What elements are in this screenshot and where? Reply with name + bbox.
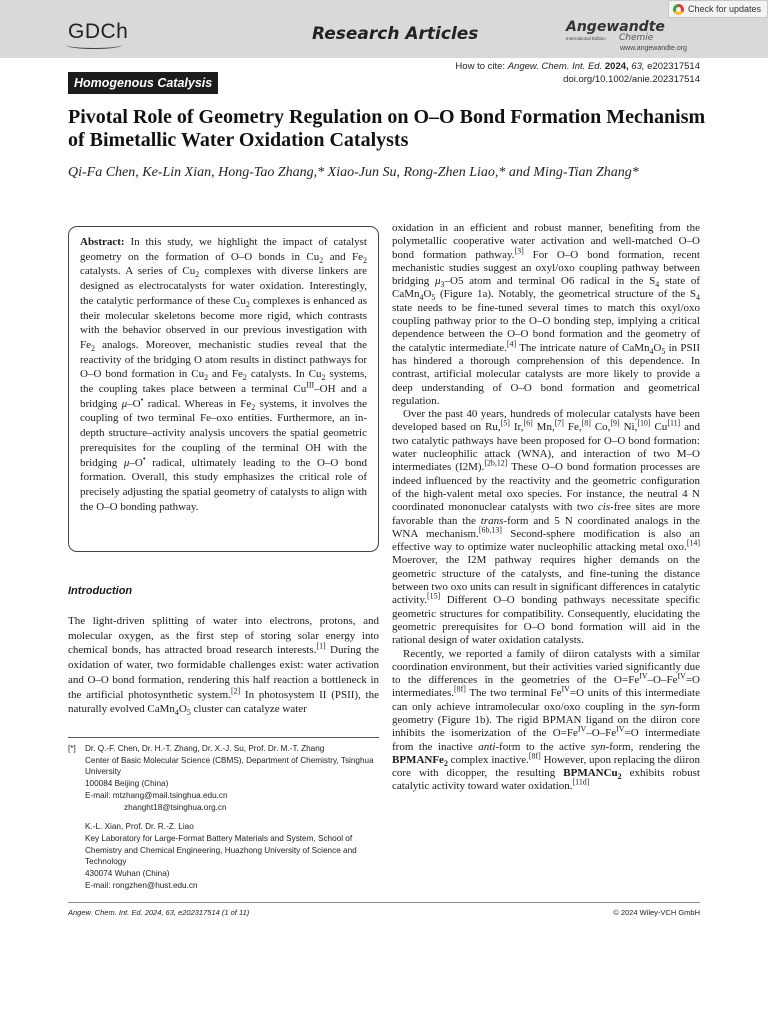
how-to-cite <box>455 60 700 73</box>
affiliation-institution: Key Laboratory for Large-Format Battery Materials and System, School of Chemistry and Chemical Engineering, Huazhong University of Science and Technology <box>85 833 357 867</box>
affiliation-city: 100084 Beijing (China) <box>85 779 169 789</box>
check-for-updates-button[interactable] <box>668 0 768 18</box>
category-badge: Homogenous Catalysis <box>68 72 218 94</box>
affiliation-2 <box>68 821 379 891</box>
affiliation-email[interactable]: E-mail: rongzhen@hust.edu.cn <box>85 880 198 890</box>
footnote-divider <box>68 737 379 738</box>
doi-link[interactable]: doi.org/10.1002/anie.202317514 <box>563 74 700 85</box>
abstract-box: Abstract: In this study, we highlight the impact of catalyst geometry on the formation of O–O bonds in $Cu_2$ and $Fe_2$ catalysts. A series of $Cu_2$ complexes with diverse linkers are designed as electrocatalysts for water oxidation. Interestingly, the catalytic performance of these $Cu_2$ complexes is enhanced as their molecular skeletons become more rigid, which contrasts with the behavior observed in our previous investigation with $Fe_2$ analogs. Moreover, mechanistic studies reveal that the reactivity of the bridging O atom results in distinct pathways for O–O bond formation in $Cu_2$ and $Fe_2$ catalysts. In $Cu_2$ systems, the coupling takes place between a terminal $Cu^{III}-OH$ and a bridging μ–O• radical. Whereas in $Fe_2$ systems, it involves the coupling of two terminal Fe–oxo entities. Furthermore, an in-depth structure–activity analysis uncovers the spatial geometric prerequisites for the coupling of the terminal OH with the bridging μ–O• radical, ultimately leading to the O–O bond formation. Overall, this study emphasizes the critical role of precisely adjusting the spatial geometry of catalysts to align with the O–O bonding pathway. <box>68 226 379 552</box>
section-title: Research Articles <box>312 24 479 44</box>
journal-url: www.angewandte.org <box>620 45 687 52</box>
gdch-logo-text: GDCh <box>68 20 129 43</box>
body-right-column <box>392 222 700 794</box>
affiliation-email[interactable]: E-mail: mtzhang@mail.tsinghua.edu.cn <box>85 790 228 800</box>
angewandte-logo <box>566 19 706 52</box>
cite-volume: 63, <box>631 61 645 72</box>
footer-copyright: © 2024 Wiley-VCH GmbH <box>613 908 700 917</box>
affiliation-footnotes <box>68 743 379 891</box>
body-paragraph: Over the past 40 years, hundreds of molecular catalysts have been developed based on Ru,[5] Ir,[6] Mn,[7] Fe,[8] Co,[9] Ni,[10] Cu[11] and two catalytic pathways have been proposed for O–O bond formation: water nucleophilic attack (WNA), and interaction of two M–O intermediates (I2M).[2b,12] These O–O bond formation processes are indeed influenced by the reactivity and the geometric configuration of the high-valent metal oxo species. For instance, the neutral 4 N coordinated mononuclear catalysts with two cis-free sites are more favorable than the trans-form and 5 N coordinated analogs in the WNA mechanism.[6b,13] Second-sphere modification is also an effective way to optimize water nucleophilic attacking metal oxo.[14] Moerover, the I2M pathway requires higher demands on the geometric structure of the catalysts, and fine-tuning the distance between two oxo units can result in significant differences in catalytic activity.[15] Different O–O bonding pathways necessitate specific geometric structures for compatibility. Consequently, elucidating the geometric prerequisites for O–O bond formation will aid in the rational design of water oxidation catalysts. <box>392 408 701 647</box>
cite-id: e202317514 <box>647 61 700 72</box>
journal-logo-chemie: Chemie <box>619 33 654 43</box>
affiliation-authors: K.-L. Xian, Prof. Dr. R.-Z. Liao <box>85 822 194 832</box>
introduction-heading: Introduction <box>68 585 133 597</box>
cite-prefix: How to cite: <box>455 61 506 72</box>
citation-block <box>455 60 700 86</box>
footnote-marker: [*] <box>68 744 76 753</box>
author-list: Qi-Fa Chen, Ke-Lin Xian, Hong-Tao Zhang,* Xiao-Jun Su, Rong-Zhen Liao,* and Ming-Tian Zhang* <box>68 165 639 180</box>
journal-logo-edition: International Edition <box>566 36 606 41</box>
article-title: Pivotal Role of Geometry Regulation on O–O Bond Formation Mechanism of Bimetallic Water Oxidation Catalysts <box>68 106 706 151</box>
affiliation-institution: Center of Basic Molecular Science (CBMS), Department of Chemistry, Tsinghua University <box>85 755 374 777</box>
check-updates-icon <box>673 4 684 15</box>
affiliation-authors: Dr. Q.-F. Chen, Dr. H.-T. Zhang, Dr. X.-J. Su, Prof. Dr. M.-T. Zhang <box>85 744 325 753</box>
affiliation-email-2[interactable]: zhanght18@tsinghua.org.cn <box>124 802 227 812</box>
check-updates-label: Check for updates <box>688 4 762 14</box>
gdch-swoosh-icon <box>66 41 122 49</box>
affiliation-city: 430074 Wuhan (China) <box>85 869 170 879</box>
footer-citation: Angew. Chem. Int. Ed. 2024, 63, e202317514 (1 of 11) <box>68 908 250 917</box>
cite-year: 2024, <box>604 61 629 72</box>
journal-logo-name: Angewandte <box>566 19 665 35</box>
footer-divider <box>68 902 700 903</box>
abstract-label: Abstract: <box>80 236 125 248</box>
cite-journal: Angew. Chem. Int. Ed. <box>507 61 603 72</box>
body-paragraph: oxidation in an efficient and robust manner, benefiting from the polymetallic cooperative water activation and well-matched O–O bond formation pathway.[3] For O–O bond formation, recent mechanistic studies suggest an oxyl/oxo coupling pathway between bridging $\mu_3-O5$ atom and terminal O6 radical in the $S_4$ state of $CaMn_4O_5$ (Figure 1a). Notably, the geometrical structure of the $S_4$ state needs to be fine-tuned several times to match this oxyl/oxo coupling pathway prior to the O–O bonding step, implying a critical dependence between the O–O bond formation and the geometry of the catalytic intermediate.[4] The intricate nature of $CaMn_4O_5$ in PSII has hindered a thorough comprehension of this dependence. In contrast, artificial molecular catalysts are more likely to provide a deep understanding of O–O bond formation and geometrical regulation. <box>392 222 701 407</box>
affiliation-1 <box>68 743 379 813</box>
intro-paragraph-1: The light-driven splitting of water into electrons, protons, and molecular oxygen, as the first step of storing solar energy into chemical bonds, has attracted broad research interests.[1] During the oxidation of water, two formidable challenges exist: water activation and O–O bond formation, rendering this half reaction a bottleneck in the artificial photosynthetic system.[2] In photosystem II (PSII), the naturally evolved $CaMn_4O_5$ cluster can catalyze water <box>68 615 379 718</box>
gdch-logo <box>68 20 128 44</box>
body-paragraph: Recently, we reported a family of diiron catalysts with a similar coordination environment, but their activities varied significantly due to the differences in the geometries of the $O=Fe^{IV}-O-Fe^{IV}=O$ intermediates.[8f] The two terminal $Fe^{IV}=O$ units of this intermediate can only achieve intramolecular oxo/oxo coupling in the syn-form geometry (Figure 1b). The rigid BPMAN ligand on the diiron core inhibits the isomerization of the $O=Fe^{IV}-O-Fe^{IV}=O$ intermediate from the inactive anti-form to the active syn-form, rendering the BPMANFe$_2$ complex inactive.[8f] However, upon replacing the diiron core with dicopper, the resulting BPMANCu$_2$ exhibits robust catalytic activity toward water oxidation.[11d] <box>392 647 700 793</box>
